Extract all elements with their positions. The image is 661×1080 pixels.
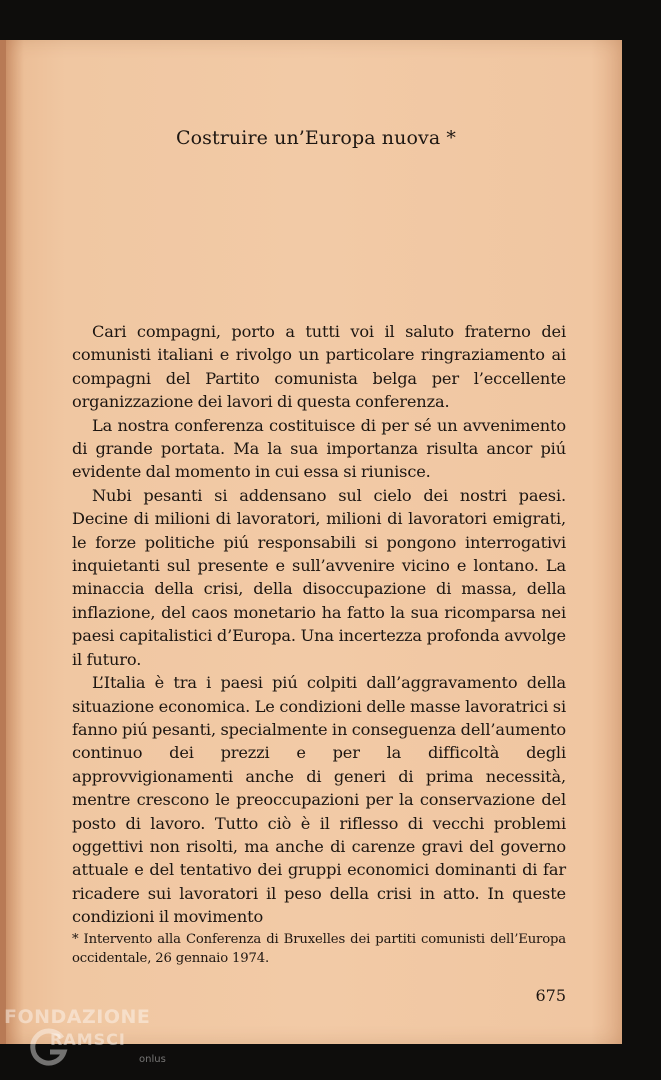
paragraph-2: La nostra conferenza costituisce di per sé un avvenimento di grande portata. Ma la sua importanza risulta ancor piú evidente dal momento in cui essa si riunisce. <box>72 415 566 482</box>
fondazione-gramsci-watermark <box>4 1006 174 1076</box>
watermark-line3: onlus <box>139 1054 166 1065</box>
watermark-line1: FONDAZIONE <box>4 1006 151 1028</box>
body-text <box>72 320 566 929</box>
page-title: Costruire un’Europa nuova * <box>175 127 456 149</box>
watermark-line2: RAMSCI <box>50 1030 126 1049</box>
footnote: * Intervento alla Conferenza di Bruxelles dei partiti comunisti dell’Europa occidentale, 26 gennaio 1974. <box>72 932 566 966</box>
page-number: 675 <box>535 986 566 1005</box>
paragraph-1: Cari compagni, porto a tutti voi il saluto fraterno dei comunisti italiani e rivolgo un particolare ringraziamento ai compagni del Partito comunista belga per l’eccellente organizzazione dei lavori di questa conferenza. <box>72 322 566 412</box>
paragraph-3: Nubi pesanti si addensano sul cielo dei nostri paesi. Decine di milioni di lavoratori, milioni di lavoratori emigrati, le forze politiche piú responsabili si pongono interrogativi inquietanti sul presente e sull’avvenire vicino e lontano. La minaccia della crisi, della disoccupazione di massa, della inflazione, del caos monetario ha fatto la sua ricomparsa nei paesi capitalistici d’Europa. Una incertezza profonda avvolge il futuro. <box>72 485 566 669</box>
paragraph-4: L’Italia è tra i paesi piú colpiti dall’aggravamento della situazione economica. Le condizioni delle masse lavoratrici si fanno piú pesanti, specialmente in conseguenza dell’aumento continuo dei prezzi e per la difficoltà degli approvvigionamenti anche di generi di prima necessità, mentre crescono le preoccupazioni per la conservazione del posto di lavoro. Tutto ciò è il riflesso di vecchi problemi oggettivi non risolti, ma anche di carenze gravi del governo attuale e del tentativo dei gruppi economici dominanti di far ricadere sui lavoratori il peso della crisi in atto. In queste condizioni il movimento <box>72 673 566 927</box>
book-page <box>6 40 622 1044</box>
